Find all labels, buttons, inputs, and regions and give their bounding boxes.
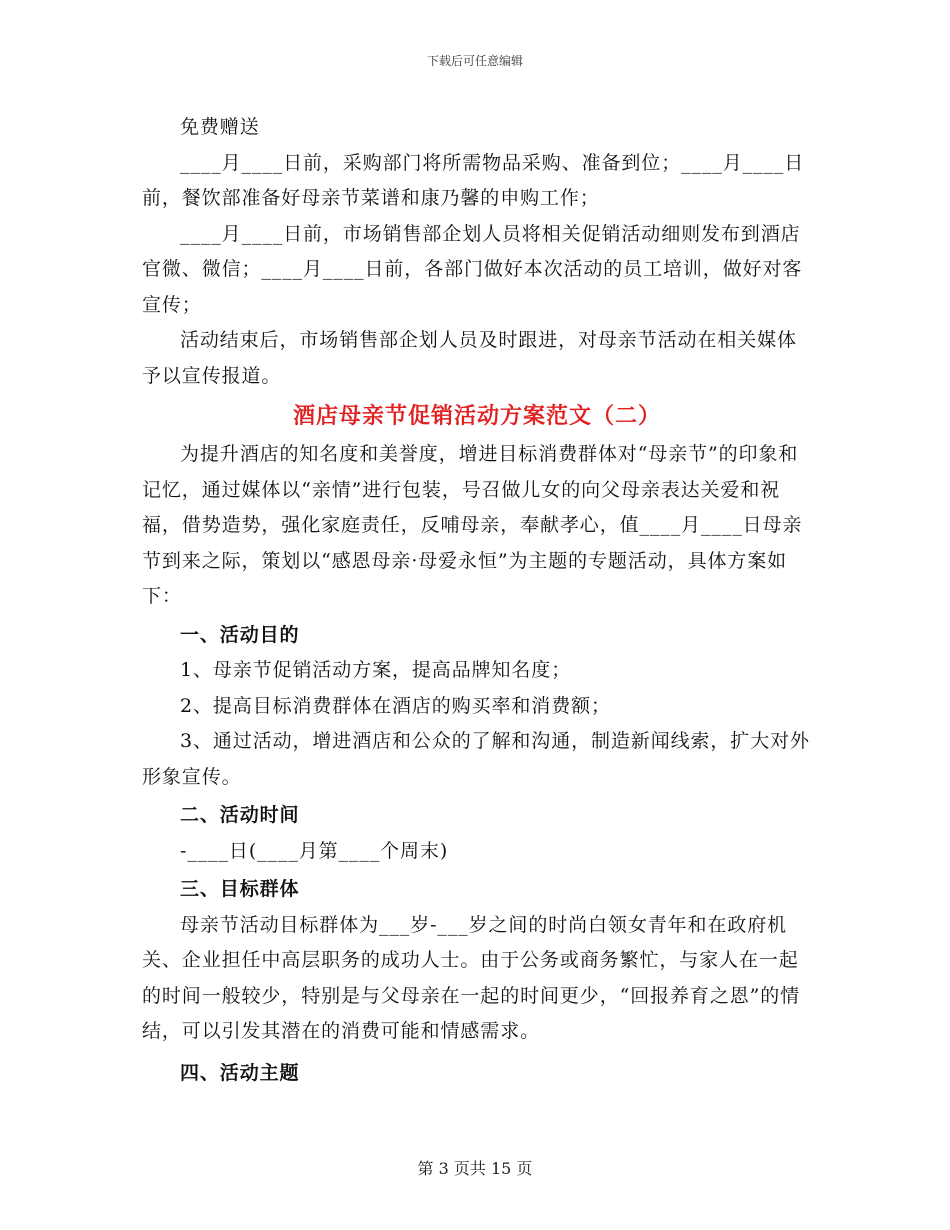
list-item-goal-1: 1、母亲节促销活动方案，提高品牌知名度； [180, 659, 572, 681]
document-title: 酒店母亲节促销活动方案范文（二） [292, 403, 661, 429]
paragraph-purchasing: ____月____日前，采购部门将所需物品采购、准备到位；____月____日前，餐饮部准备好母亲节菜谱和康乃馨的申购工作； [142, 151, 805, 209]
list-item-goal-3: 3、通过活动，增进酒店和公众的了解和沟通，制造新闻线索，扩大对外形象宣传。 [142, 730, 810, 788]
heading-activity-time: 二、活动时间 [180, 804, 300, 826]
heading-target-group: 三、目标群体 [180, 878, 300, 900]
paragraph-target-group: 母亲节活动目标群体为___岁-___岁之间的时尚白领女青年和在政府机关、企业担任中高层职务的成功人士。由于公务或商务繁忙，与家人在一起的时间一般较少，特别是与父母亲在一起的时间更少，“回报养育之恩”的情结，可以引发其潜在的消费可能和情感需求。 [142, 913, 801, 1042]
paragraph-followup: 活动结束后，市场销售部企划人员及时跟进，对母亲节活动在相关媒体予以宣传报道。 [142, 329, 797, 387]
page-number: 第 3 页共 15 页 [417, 1159, 533, 1178]
heading-activity-purpose: 一、活动目的 [180, 623, 300, 646]
document-body [142, 110, 812, 1091]
heading-activity-theme: 四、活动主题 [180, 1061, 300, 1084]
paragraph-marketing: ____月____日前，市场销售部企划人员将相关促销活动细则发布到酒店官微、微信；____月____日前，各部门做好本次活动的员工培训，做好对客宣传； [142, 222, 803, 316]
page-header-note: 下载后可任意编辑 [426, 54, 523, 68]
list-item-goal-2: 2、提高目标消费群体在酒店的购买率和消费额； [180, 694, 611, 717]
paragraph-intro: 为提升酒店的知名度和美誉度，增进目标消费群体对“母亲节”的印象和记忆，通过媒体以“亲情”进行包装，号召做儿女的向父母亲表达关爱和祝福，借势造势，强化家庭责任，反哺母亲，奉献孝心，值____月____日母亲节到来之际，策划以“感恩母亲·母爱永恒”为主题的专题活动，具体方案如下： [142, 443, 803, 607]
paragraph-free-gift: 免费赠送 [180, 116, 260, 138]
paragraph-activity-time: -____日(____月第____个周末) [180, 839, 449, 862]
